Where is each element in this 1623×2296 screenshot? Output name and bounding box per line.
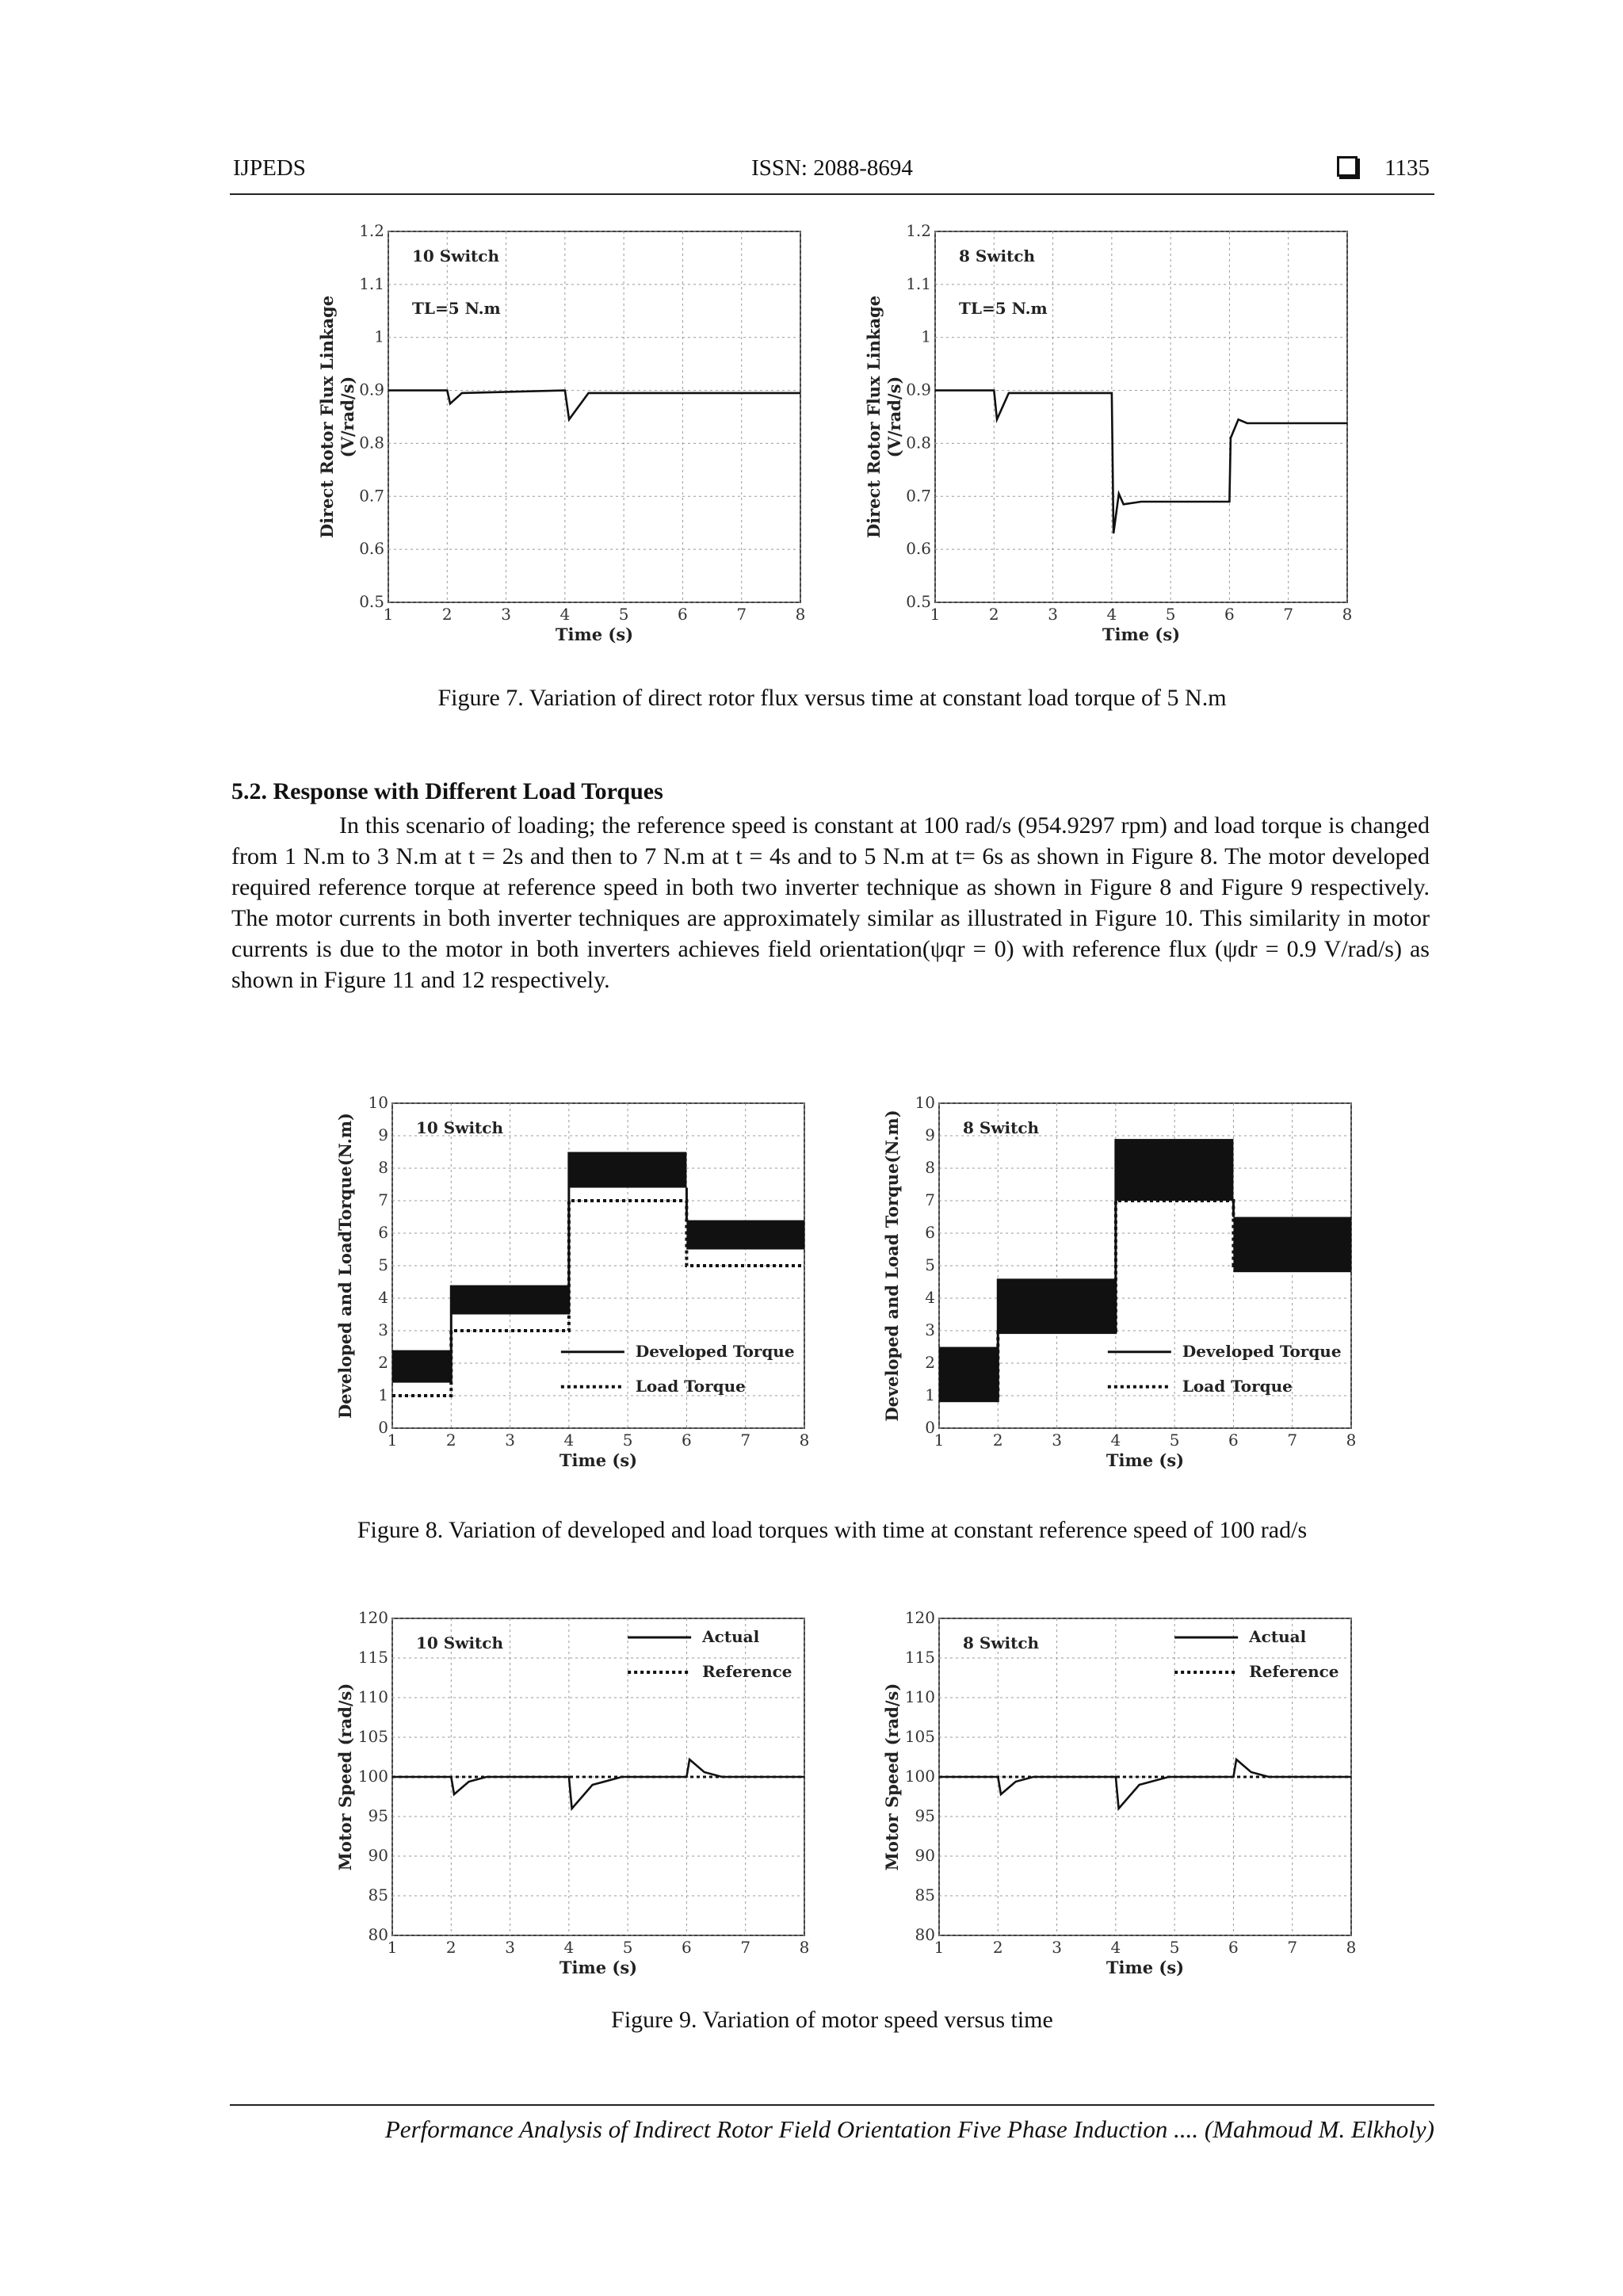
panel-label: 8 Switch (963, 1633, 1040, 1652)
legend-label: Load Torque (635, 1376, 746, 1396)
y-tick-label: 10 (368, 1093, 388, 1112)
legend-label: Actual (702, 1627, 760, 1646)
x-tick-label: 7 (1287, 1938, 1298, 1957)
x-tick-label: 7 (740, 1938, 751, 1957)
y-tick-label: 105 (357, 1727, 388, 1746)
x-tick-label: 6 (1224, 605, 1235, 624)
x-tick-label: 4 (559, 605, 571, 624)
x-tick-label: 8 (1342, 605, 1353, 624)
y-axis-label: Direct Rotor Flux Linkage (864, 295, 884, 539)
y-tick-label: 1.1 (359, 273, 384, 293)
y-tick-label: 0 (925, 1418, 935, 1437)
y-tick-label: 115 (357, 1648, 388, 1667)
y-tick-label: 0 (378, 1418, 388, 1437)
x-axis-label: Time (s) (559, 1450, 638, 1470)
y-axis-unit: (V/rad/s) (884, 376, 904, 458)
x-tick-label: 5 (618, 605, 629, 624)
chart-panel-2 (864, 221, 1352, 644)
x-tick-label: 6 (1228, 1431, 1239, 1450)
developed-torque-band (392, 1350, 451, 1383)
y-tick-label: 110 (357, 1687, 388, 1706)
y-axis-label: Developed and Load Torque(N.m) (882, 1110, 902, 1422)
y-tick-label: 0.9 (906, 380, 931, 399)
x-tick-label: 4 (563, 1431, 575, 1450)
page-number: 1135 (1384, 155, 1430, 181)
x-axis-label: Time (s) (1106, 1450, 1185, 1470)
y-tick-label: 105 (904, 1727, 935, 1746)
y-tick-label: 90 (915, 1846, 935, 1865)
y-tick-label: 0.8 (359, 433, 384, 453)
figure-9-caption: Figure 9. Variation of motor speed versus time (611, 2007, 1053, 2033)
y-tick-label: 1.2 (906, 221, 931, 240)
x-axis-label: Time (s) (555, 625, 634, 644)
y-axis-label: Motor Speed (rad/s) (335, 1683, 355, 1871)
figure-8-caption: Figure 8. Variation of developed and load torques with time at constant reference speed of 100 rad/s (357, 1517, 1308, 1543)
panel-note: TL=5 N.m (412, 299, 501, 318)
x-tick-label: 7 (1283, 605, 1294, 624)
y-tick-label: 80 (368, 1925, 388, 1944)
developed-torque-band (939, 1347, 998, 1403)
developed-torque-band (1233, 1217, 1351, 1273)
y-tick-label: 1 (921, 327, 931, 346)
y-tick-label: 1.1 (906, 273, 931, 293)
y-tick-label: 9 (925, 1125, 935, 1144)
page-footer: Performance Analysis of Indirect Rotor Field Orientation Five Phase Induction .... (Mahmoud M. Elkholy) (230, 2104, 1434, 2144)
chart-panel-1 (317, 221, 805, 644)
y-tick-label: 120 (357, 1608, 388, 1627)
y-tick-label: 85 (368, 1885, 388, 1904)
x-tick-label: 8 (799, 1431, 810, 1450)
y-tick-label: 1 (378, 1385, 388, 1404)
y-tick-label: 4 (925, 1288, 935, 1307)
x-tick-label: 2 (992, 1938, 1003, 1957)
x-tick-label: 5 (622, 1938, 633, 1957)
x-tick-label: 8 (795, 605, 806, 624)
x-tick-label: 3 (505, 1938, 515, 1957)
y-tick-label: 95 (915, 1806, 935, 1825)
x-tick-label: 1 (930, 605, 941, 624)
y-tick-label: 3 (378, 1320, 388, 1339)
section-title: 5.2. Response with Different Load Torques (231, 778, 663, 804)
y-tick-label: 0.6 (906, 539, 931, 559)
y-tick-label: 100 (357, 1767, 388, 1786)
x-tick-label: 4 (1110, 1938, 1121, 1957)
x-tick-label: 4 (563, 1938, 575, 1957)
x-tick-label: 1 (934, 1431, 945, 1450)
legend-label: Reference (702, 1662, 792, 1681)
x-tick-label: 7 (1287, 1431, 1298, 1450)
x-axis-label: Time (s) (1102, 625, 1181, 644)
paragraph-text: In this scenario of loading; the reference speed is constant at 100 rad/s (954.9297 rpm) and load torque is changed from 1 N.m to 3 N.m at t = 2s and then to 7 N.m at t = 4s and to 5 N.m at t= 6s as shown in Figure 8. The motor developed required reference torque at reference speed in both two inverter technique as shown in Figure 8 and Figure 9 respectively. The motor currents in both inverter techniques are approximately similar as illustrated in Figure 10. This similarity in motor currents is due to the motor in both inverters achieves field orientation(ψqr = 0) with reference flux (ψdr = 0.9 V/rad/s) as shown in Figure 11 and 12 respectively. (231, 812, 1430, 993)
y-tick-label: 7 (925, 1190, 935, 1209)
y-axis-unit: (V/rad/s) (338, 376, 357, 458)
x-tick-label: 1 (387, 1938, 398, 1957)
y-tick-label: 1 (374, 327, 384, 346)
legend-label: Reference (1249, 1662, 1339, 1681)
y-tick-label: 8 (925, 1158, 935, 1177)
y-tick-label: 0.7 (906, 486, 931, 506)
panel-label: 10 Switch (416, 1118, 504, 1137)
y-tick-label: 110 (904, 1687, 935, 1706)
panel-label: 8 Switch (959, 246, 1036, 266)
figure-9 (317, 1605, 1387, 1977)
legend-label: Developed Torque (635, 1341, 795, 1361)
panel-label: 10 Switch (412, 246, 500, 266)
x-tick-label: 6 (682, 1938, 692, 1957)
y-tick-label: 3 (925, 1320, 935, 1339)
y-tick-label: 2 (378, 1353, 388, 1372)
x-tick-label: 8 (1346, 1938, 1357, 1957)
developed-torque-band (1116, 1139, 1234, 1201)
developed-torque-band (569, 1152, 687, 1188)
x-tick-label: 5 (622, 1431, 633, 1450)
y-tick-label: 5 (925, 1255, 935, 1274)
y-tick-label: 6 (378, 1223, 388, 1242)
journal-name: IJPEDS (233, 155, 306, 181)
x-tick-label: 1 (383, 605, 394, 624)
y-tick-label: 1.2 (359, 221, 384, 240)
chart-panel-2 (882, 1608, 1356, 1977)
y-tick-label: 0.7 (359, 486, 384, 506)
x-tick-label: 2 (988, 605, 999, 624)
x-tick-label: 2 (992, 1431, 1003, 1450)
x-tick-label: 4 (1110, 1431, 1121, 1450)
x-tick-label: 3 (505, 1431, 515, 1450)
page-header (230, 155, 1434, 195)
x-tick-label: 3 (1052, 1938, 1062, 1957)
y-tick-label: 80 (915, 1925, 935, 1944)
x-tick-label: 6 (682, 1431, 692, 1450)
y-tick-label: 1 (925, 1385, 935, 1404)
y-tick-label: 100 (904, 1767, 935, 1786)
figure-8 (317, 1086, 1387, 1498)
x-tick-label: 2 (441, 605, 453, 624)
figure-7-caption: Figure 7. Variation of direct rotor flux versus time at constant load torque of 5 N.m (437, 685, 1227, 711)
y-axis-label: Motor Speed (rad/s) (882, 1683, 902, 1871)
x-tick-label: 8 (1346, 1431, 1357, 1450)
x-tick-label: 1 (934, 1938, 945, 1957)
y-tick-label: 85 (915, 1885, 935, 1904)
y-tick-label: 0.9 (359, 380, 384, 399)
chart-panel-1 (335, 1608, 809, 1977)
x-tick-label: 3 (1048, 605, 1058, 624)
y-tick-label: 6 (925, 1223, 935, 1242)
issn: ISSN: 2088-8694 (751, 155, 913, 181)
developed-torque-band (686, 1221, 804, 1250)
x-tick-label: 8 (799, 1938, 810, 1957)
y-tick-label: 95 (368, 1806, 388, 1825)
figure-7 (301, 214, 1371, 658)
x-tick-label: 5 (1169, 1431, 1180, 1450)
x-tick-label: 5 (1165, 605, 1176, 624)
y-tick-label: 115 (904, 1648, 935, 1667)
chart-panel-2 (882, 1093, 1356, 1470)
y-axis-label: Developed and LoadTorque(N.m) (335, 1113, 355, 1419)
x-tick-label: 7 (740, 1431, 751, 1450)
y-axis-label: Direct Rotor Flux Linkage (317, 295, 337, 539)
developed-torque-band (451, 1286, 569, 1315)
panel-label: 8 Switch (963, 1118, 1040, 1137)
panel-note: TL=5 N.m (959, 299, 1048, 318)
x-tick-label: 1 (387, 1431, 398, 1450)
legend-label: Developed Torque (1182, 1341, 1342, 1361)
x-tick-label: 4 (1106, 605, 1117, 624)
y-tick-label: 120 (904, 1608, 935, 1627)
x-tick-label: 2 (445, 1938, 456, 1957)
y-tick-label: 9 (378, 1125, 388, 1144)
y-tick-label: 10 (915, 1093, 935, 1112)
y-tick-label: 0.5 (359, 592, 384, 611)
y-tick-label: 5 (378, 1255, 388, 1274)
x-axis-label: Time (s) (1106, 1958, 1185, 1977)
x-tick-label: 6 (1228, 1938, 1239, 1957)
x-tick-label: 7 (736, 605, 747, 624)
checkbox-square-icon (1337, 156, 1358, 177)
y-tick-label: 2 (925, 1353, 935, 1372)
page-number-block (1337, 155, 1430, 181)
x-tick-label: 3 (501, 605, 511, 624)
x-tick-label: 2 (445, 1431, 456, 1450)
y-tick-label: 0.8 (906, 433, 931, 453)
legend-label: Load Torque (1182, 1376, 1293, 1396)
x-axis-label: Time (s) (559, 1958, 638, 1977)
developed-torque-band (998, 1278, 1116, 1334)
y-tick-label: 0.6 (359, 539, 384, 559)
y-tick-label: 8 (378, 1158, 388, 1177)
legend-label: Actual (1249, 1627, 1307, 1646)
x-tick-label: 6 (678, 605, 688, 624)
panel-label: 10 Switch (416, 1633, 504, 1652)
x-tick-label: 3 (1052, 1431, 1062, 1450)
y-tick-label: 7 (378, 1190, 388, 1209)
chart-panel-1 (335, 1093, 809, 1470)
y-tick-label: 4 (378, 1288, 388, 1307)
y-tick-label: 0.5 (906, 592, 931, 611)
x-tick-label: 5 (1169, 1938, 1180, 1957)
section-paragraph (231, 810, 1430, 995)
plot-area (388, 231, 800, 602)
y-tick-label: 90 (368, 1846, 388, 1865)
